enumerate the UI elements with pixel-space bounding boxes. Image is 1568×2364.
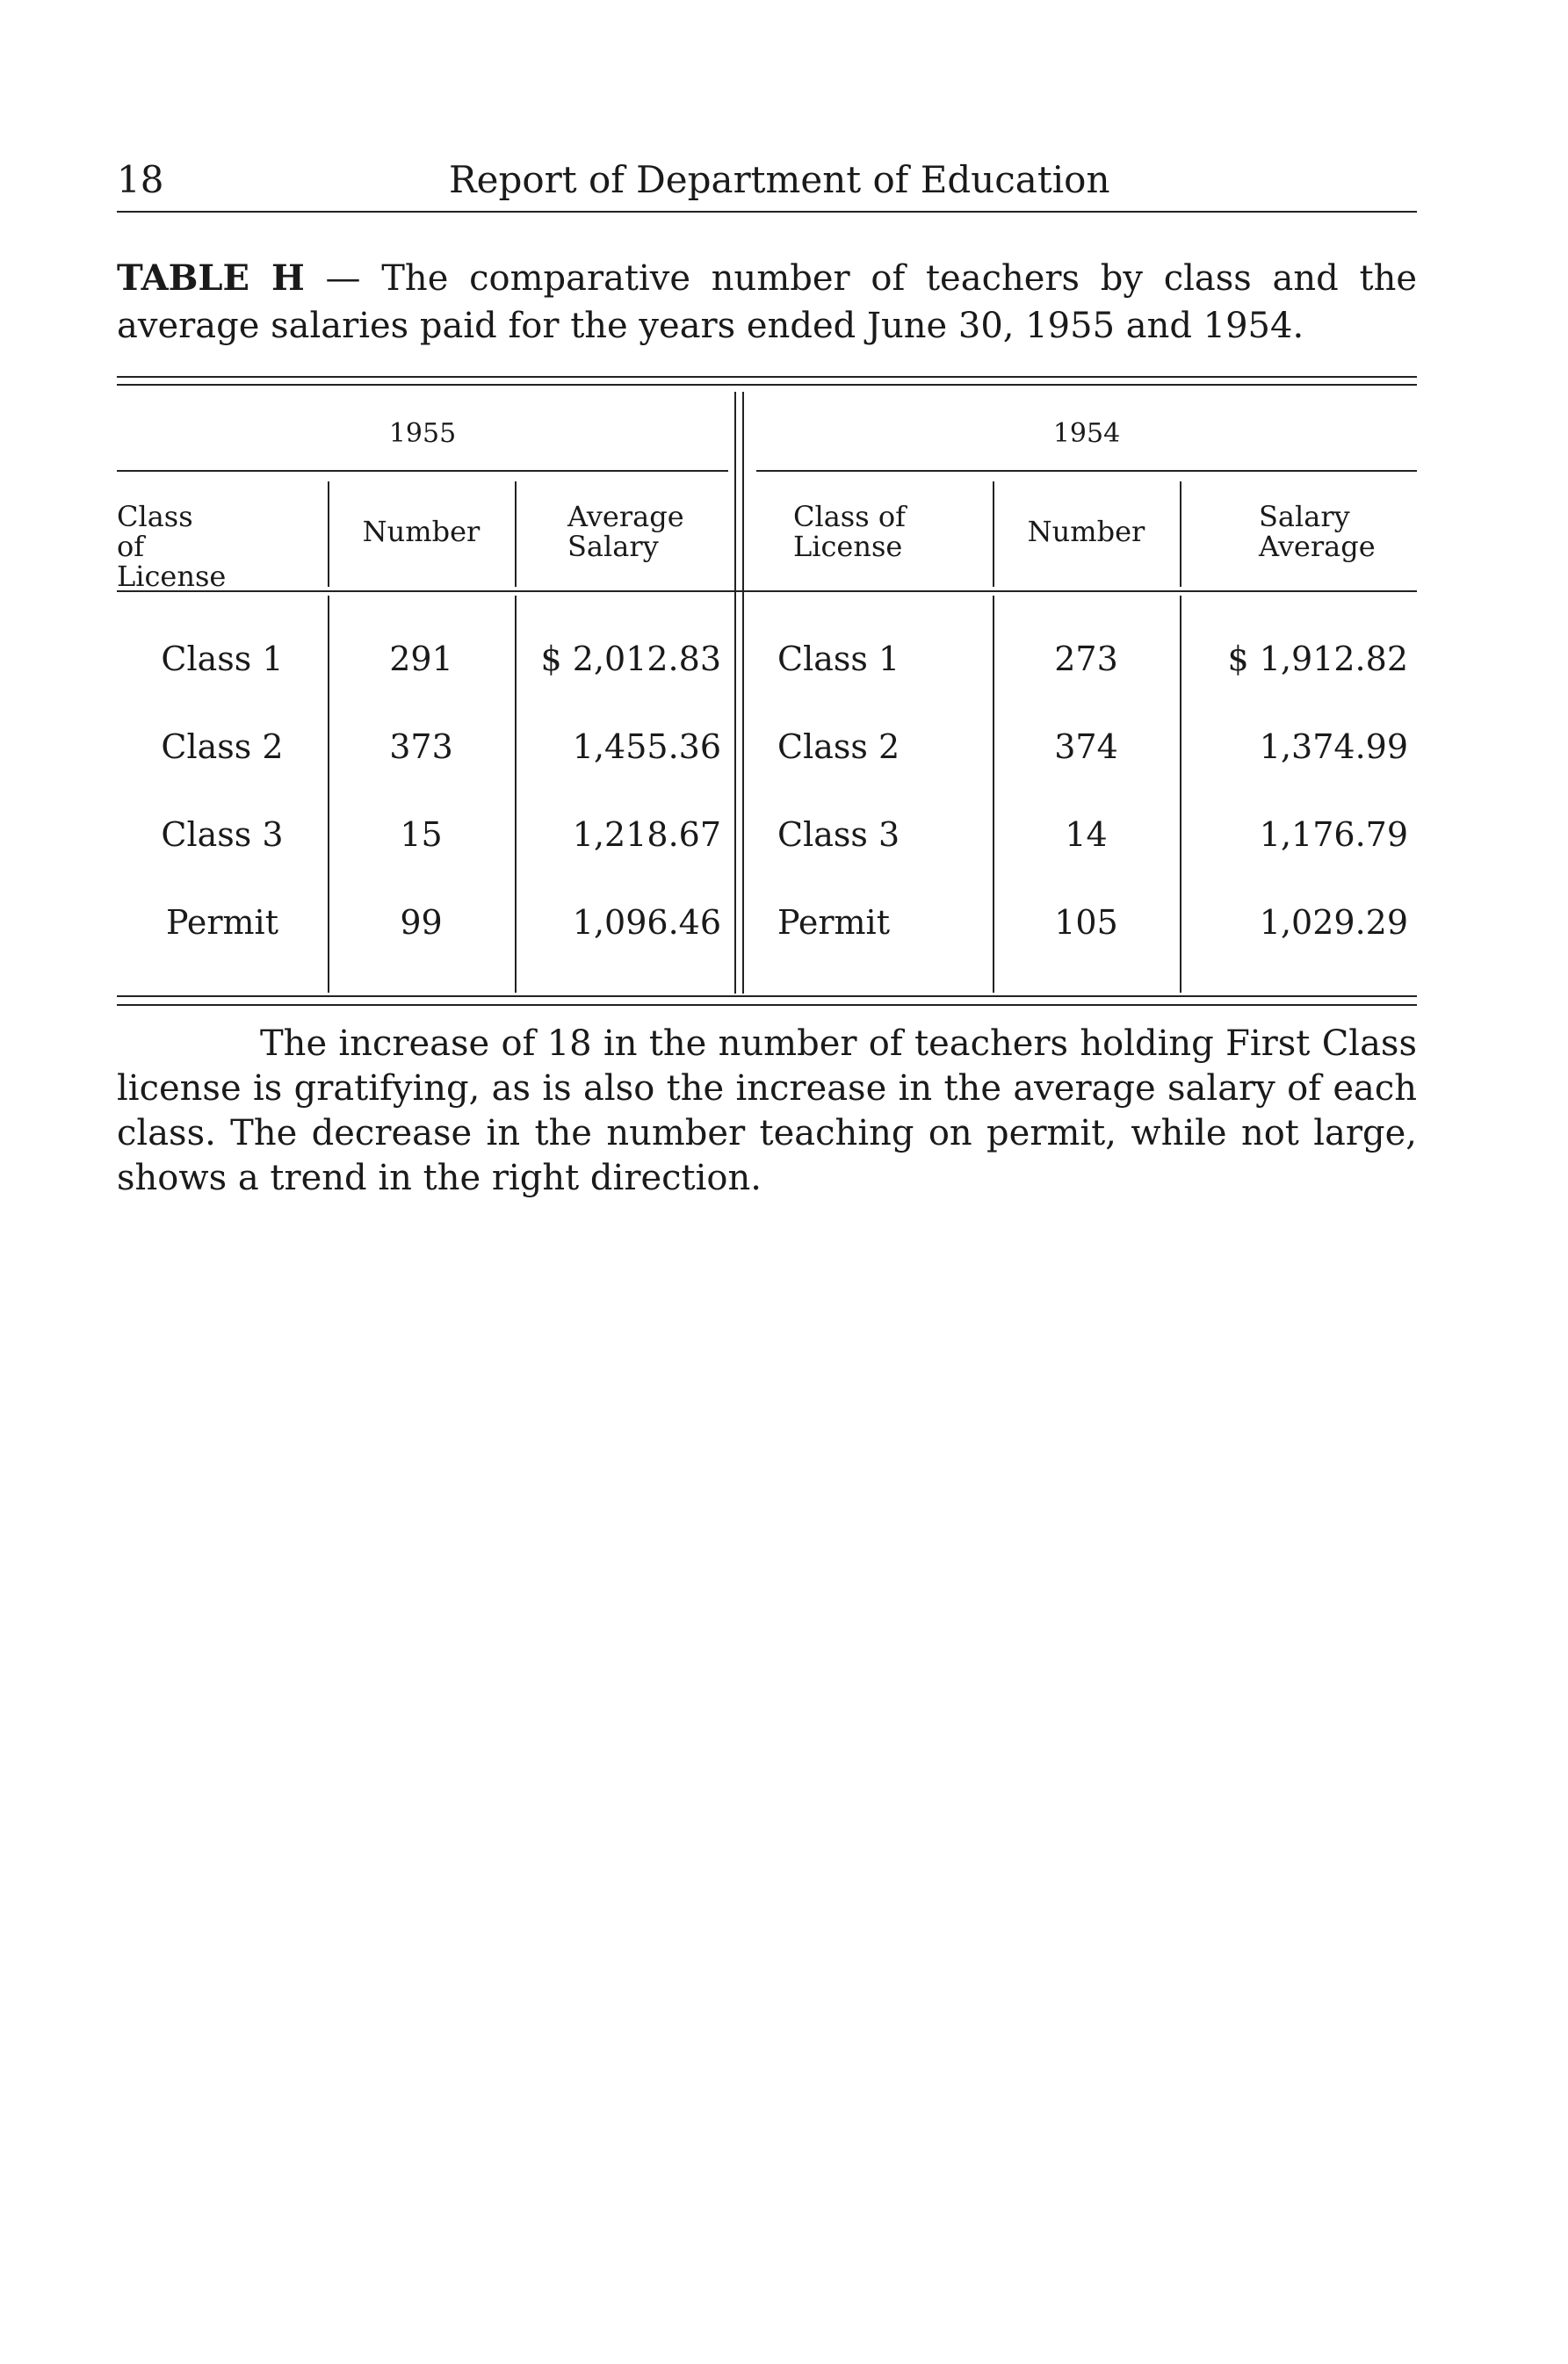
row-4-salary-1955: 1,096.46 [572,903,721,942]
header-1955-number: Number [362,515,481,548]
row-2-class-1955: Class 2 [161,727,284,766]
row-4-number-1954: 105 [1054,903,1118,942]
caption-text: The comparative number of teachers by class and the average salaries paid for the years ended June 30, 1955 and 1954. [117,258,1417,346]
row-2-salary-1954: 1,374.99 [1259,727,1408,766]
row-3-class-1954: Class 3 [777,815,900,854]
row-2-class-1954: Class 2 [777,727,900,766]
row-4-number-1955: 99 [400,903,443,942]
teacher-salary-table [117,376,1417,1008]
row-3-salary-1955: 1,218.67 [572,815,721,854]
row-1-number-1954: 273 [1054,640,1118,678]
row-4-class-1955: Permit [166,903,278,942]
row-1-number-1955: 291 [389,640,453,678]
table-bottom-rule [117,995,1417,997]
header-1954-class: Class of License [793,500,906,563]
row-4-class-1954: Permit [777,903,890,942]
row-1-salary-1955: $ 2,012.83 [540,640,721,678]
header-1954-number: Number [1027,515,1145,548]
year-1954-rule [756,470,1417,472]
year-divider [734,392,736,994]
row-3-salary-1954: 1,176.79 [1259,815,1408,854]
row-3-number-1955: 15 [400,815,443,854]
table-top-rule-2 [117,384,1417,386]
row-2-number-1955: 373 [389,727,453,766]
header-1955-salary: Average Salary [567,500,684,563]
row-4-salary-1954: 1,029.29 [1259,903,1408,942]
row-1-salary-1954: $ 1,912.82 [1227,640,1408,678]
row-3-number-1954: 14 [1065,815,1108,854]
running-head [117,158,1417,213]
header-1954-salary: Salary Average [1259,500,1376,563]
header-rule [117,590,1417,592]
table-caption [117,255,1417,350]
paragraph-text: The increase of 18 in the number of teachers holding First Class license is gratifying, as is also the increase in the average salary of each class. The decrease in the number teaching on permit, while not large, shows a trend in the right direction. [117,1023,1417,1198]
page-number: 18 [117,158,164,201]
row-2-salary-1955: 1,455.36 [572,727,721,766]
row-1-class-1954: Class 1 [777,640,900,678]
year-1954-heading: 1954 [1052,418,1121,449]
running-title: Report of Department of Education [449,158,1110,201]
caption-dash: — [325,258,361,299]
table-top-rule [117,376,1417,378]
row-1-class-1955: Class 1 [161,640,284,678]
table-bottom-rule-2 [117,1004,1417,1006]
table-label: TABLE H [117,257,305,299]
header-1955-class: Class of License [117,500,227,593]
year-1955-heading: 1955 [388,418,457,449]
body-paragraph [117,1022,1417,1201]
year-1955-rule [117,470,728,472]
row-2-number-1954: 374 [1054,727,1118,766]
row-3-class-1955: Class 3 [161,815,284,854]
